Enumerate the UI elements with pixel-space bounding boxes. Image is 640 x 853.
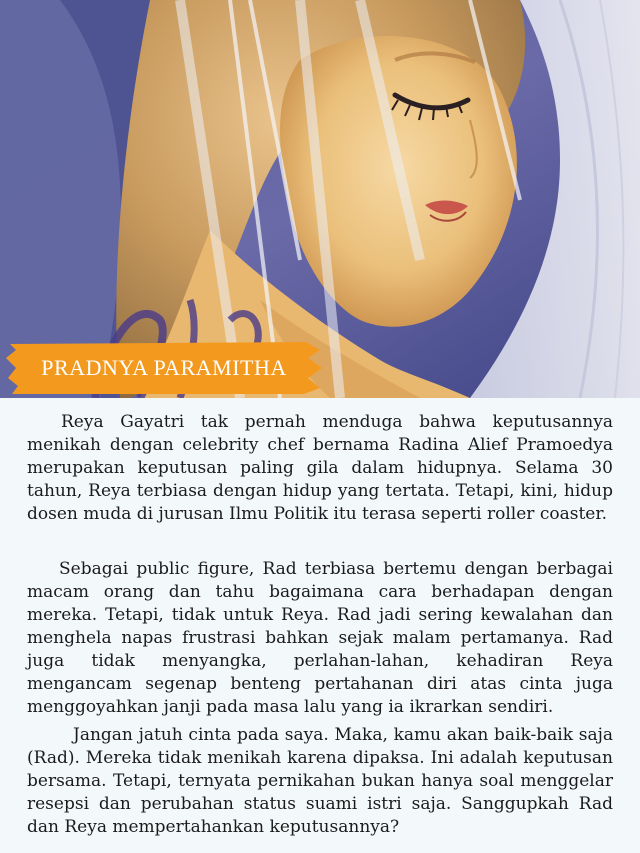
author-banner	[6, 340, 322, 396]
watercolor-portrait	[0, 0, 640, 398]
synopsis-paragraph-3: Jangan jatuh cinta pada saya. Maka, kamu akan baik-baik saja (Rad). Mereka tidak menikah karena dipaksa. Ini adalah keputusan bersama. Tetapi, ternyata pernikahan bukan hanya soal menggelar resepsi dan perubahan status suami istri saja. Sanggupkah Rad dan Reya mempertahankan keputusannya?	[27, 725, 613, 837]
author-name: PRADNYA PARAMITHA	[41, 355, 287, 380]
synopsis-paragraph-1: Reya Gayatri tak pernah menduga bahwa keputusannya menikah dengan celebrity chef bernama Radina Alief Pramoedya merupakan keputusan paling gila dalam hidupnya. Selama 30 tahun, Reya terbiasa dengan hidup yang tertata. Tetapi, kini, hidup dosen muda di jurusan Ilmu Politik itu terasa seperti roller coaster.	[27, 412, 613, 524]
synopsis-section	[0, 398, 640, 853]
synopsis-paragraph-2: Sebagai public figure, Rad terbiasa bertemu dengan berbagai macam orang dan tahu bagaimana cara berhadapan dengan mereka. Tetapi, tidak untuk Reya. Rad jadi sering kewalahan dan menghela napas frustrasi bahkan sejak malam pertamanya. Rad juga tidak menyangka, perlahan-lahan, kehadiran Reya mengancam segenap benteng pertahanan diri atas cinta juga menggoyahkan janji pada masa lalu yang ia ikrarkan sendiri.	[27, 559, 613, 717]
cover-illustration	[0, 0, 640, 398]
